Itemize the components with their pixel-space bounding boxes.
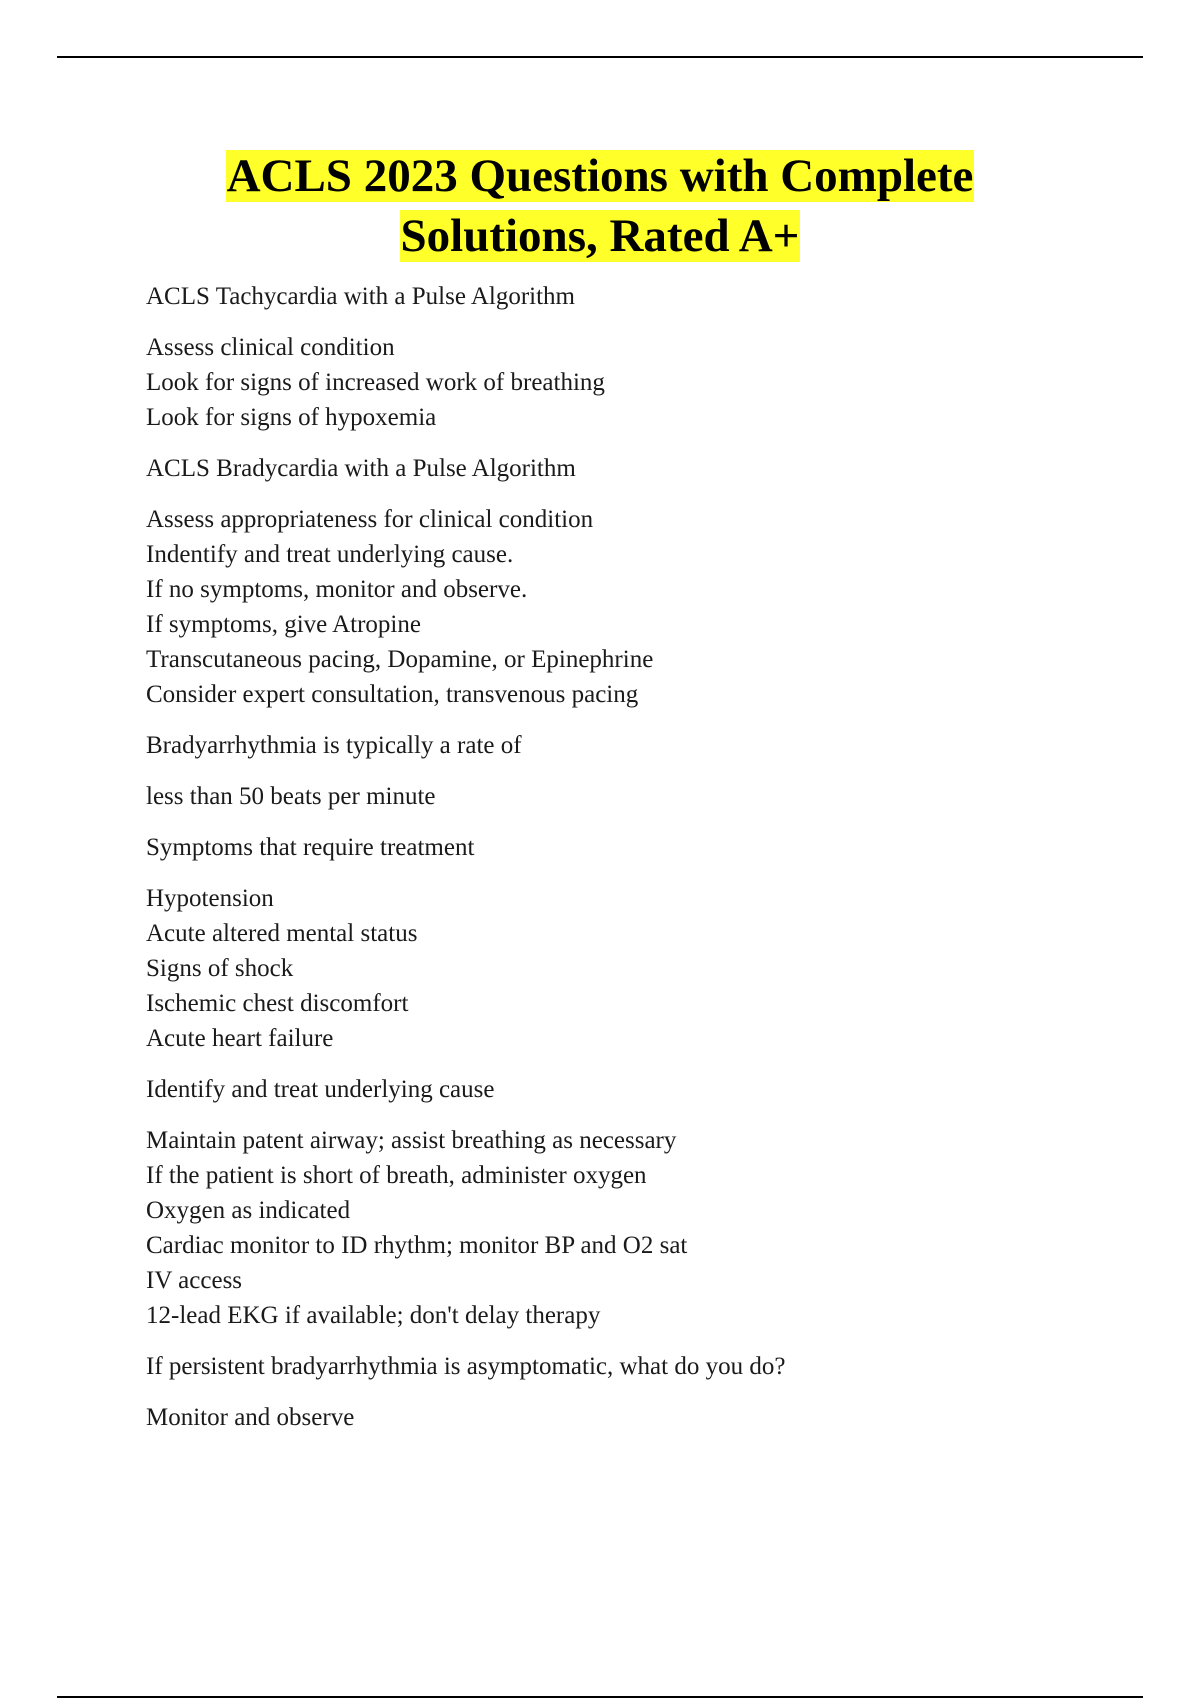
text-line: Look for signs of hypoxemia	[146, 404, 437, 431]
text-line: Signs of shock	[146, 955, 294, 982]
text-block	[146, 830, 1106, 865]
text-block	[146, 779, 1106, 814]
text-line: Ischemic chest discomfort	[146, 990, 409, 1017]
text-line: If symptoms, give Atropine	[146, 611, 421, 638]
text-line: Transcutaneous pacing, Dopamine, or Epinephrine	[146, 646, 654, 673]
text-line: Acute altered mental status	[146, 920, 418, 947]
top-rule	[57, 56, 1143, 58]
bottom-rule	[57, 1696, 1143, 1698]
text-line: Indentify and treat underlying cause.	[146, 541, 514, 568]
text-line: Assess clinical condition	[146, 334, 395, 361]
text-line: Maintain patent airway; assist breathing as necessary	[146, 1127, 677, 1154]
text-line: Acute heart failure	[146, 1025, 334, 1052]
text-block	[146, 1123, 1106, 1333]
text-block	[146, 451, 1106, 486]
text-line: If persistent bradyarrhythmia is asymptomatic, what do you do?	[146, 1353, 786, 1380]
text-line: Monitor and observe	[146, 1404, 355, 1431]
document-title	[0, 146, 1200, 266]
text-line: If no symptoms, monitor and observe.	[146, 576, 528, 603]
text-line: Consider expert consultation, transvenous pacing	[146, 681, 639, 708]
text-line: Oxygen as indicated	[146, 1197, 351, 1224]
text-block	[146, 330, 1106, 435]
text-line: less than 50 beats per minute	[146, 783, 436, 810]
text-line: ACLS Bradycardia with a Pulse Algorithm	[146, 455, 576, 482]
text-line: 12-lead EKG if available; don't delay therapy	[146, 1302, 601, 1329]
text-block	[146, 728, 1106, 763]
document-body	[146, 279, 1106, 1451]
text-block	[146, 502, 1106, 712]
text-line: ACLS Tachycardia with a Pulse Algorithm	[146, 283, 575, 310]
title-line-2: Solutions, Rated A+	[400, 210, 800, 262]
text-line: Bradyarrhythmia is typically a rate of	[146, 732, 522, 759]
text-block	[146, 1072, 1106, 1107]
text-line: Cardiac monitor to ID rhythm; monitor BP and O2 sat	[146, 1232, 688, 1259]
text-line: Hypotension	[146, 885, 274, 912]
title-line-1: ACLS 2023 Questions with Complete	[226, 150, 974, 202]
text-line: Symptoms that require treatment	[146, 834, 475, 861]
text-block	[146, 1349, 1106, 1384]
text-line: IV access	[146, 1267, 243, 1294]
text-block	[146, 1400, 1106, 1435]
text-block	[146, 881, 1106, 1056]
text-line: Assess appropriateness for clinical condition	[146, 506, 594, 533]
text-line: If the patient is short of breath, administer oxygen	[146, 1162, 647, 1189]
text-block	[146, 279, 1106, 314]
text-line: Identify and treat underlying cause	[146, 1076, 495, 1103]
text-line: Look for signs of increased work of breathing	[146, 369, 605, 396]
